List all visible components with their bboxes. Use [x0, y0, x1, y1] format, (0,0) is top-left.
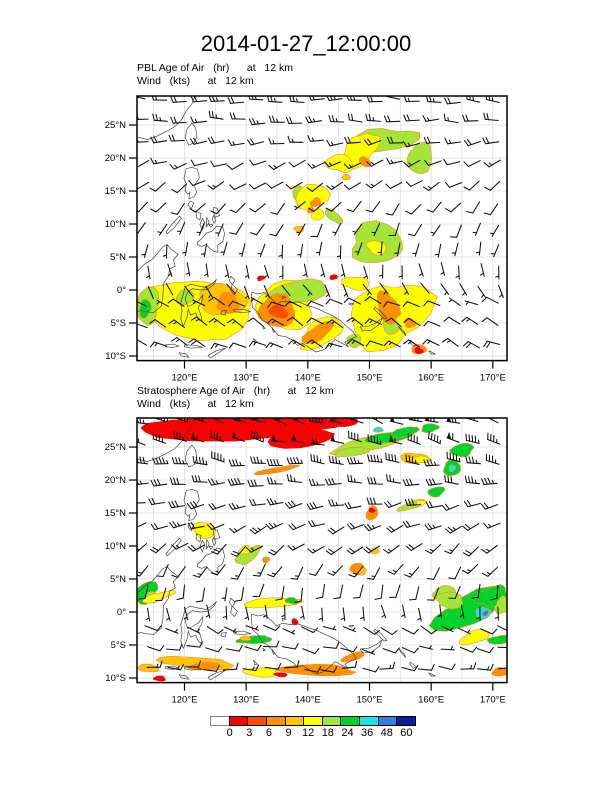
lat-tick-label: 10°S [105, 351, 126, 363]
lat-tick-label: 10°N [104, 219, 126, 231]
panel-2-wind-title: Wind (kts) at 12 km [137, 398, 254, 410]
colorbar-tick-label: 9 [285, 727, 292, 739]
colorbar [210, 716, 428, 726]
colorbar-segment [396, 716, 416, 726]
lat-tick-label: 15°N [104, 508, 126, 520]
colorbar-tick-label: 12 [302, 727, 315, 739]
lon-tick-label: 160°E [418, 372, 445, 384]
colorbar-segment [266, 716, 286, 726]
lat-tick-label: 5°N [110, 574, 126, 586]
colorbar-tick-label: 18 [321, 727, 334, 739]
lon-tick-label: 170°E [479, 372, 506, 384]
colorbar-segment [340, 716, 360, 726]
colorbar-tick-label: 36 [360, 727, 374, 739]
colorbar-segment [322, 716, 342, 726]
lon-tick-label: 170°E [479, 694, 506, 706]
lon-tick-label: 150°E [356, 372, 383, 384]
lon-tick-label: 120°E [171, 694, 198, 706]
lat-tick-label: 0° [116, 607, 126, 619]
colorbar-segment [229, 716, 249, 726]
colorbar-segment [210, 716, 230, 726]
lon-tick-label: 130°E [233, 694, 260, 706]
panel-1-wind-title: Wind (kts) at 12 km [137, 75, 254, 87]
coastlines [137, 415, 436, 680]
colorbar-segment [303, 716, 323, 726]
lon-tick-label: 160°E [418, 694, 445, 706]
lat-tick-label: 25°N [104, 120, 126, 132]
colorbar-tick-label: 60 [400, 727, 413, 739]
lon-tick-label: 140°E [294, 372, 321, 384]
colorbar-segment [359, 716, 379, 726]
colorbar-labels [210, 727, 430, 741]
colorbar-tick-label: 3 [246, 727, 253, 739]
lon-tick-label: 140°E [294, 694, 321, 706]
colorbar-segment [285, 716, 305, 726]
lat-tick-label: 20°N [104, 475, 126, 487]
colorbar-segment [247, 716, 267, 726]
colorbar-segment [378, 716, 398, 726]
panel-2-field-title: Stratosphere Age of Air (hr) at 12 km [137, 385, 334, 397]
lat-tick-label: 10°S [105, 673, 126, 685]
colorbar-tick-label: 24 [341, 727, 354, 739]
map-2 [105, 411, 514, 705]
lat-tick-label: 5°N [110, 252, 126, 264]
lon-tick-label: 120°E [171, 372, 198, 384]
lat-tick-label: 5°S [110, 318, 126, 330]
lat-tick-label: 25°N [104, 442, 126, 454]
colorbar-tick-label: 0 [226, 727, 233, 739]
map-1 [105, 90, 507, 384]
colorbar-tick-label: 48 [380, 727, 393, 739]
panel-1-field-title: PBL Age of Air (hr) at 12 km [137, 62, 294, 74]
lat-tick-label: 0° [116, 285, 126, 297]
plot-title-date: 2014-01-27_12:00:00 [200, 31, 412, 56]
lon-tick-label: 150°E [356, 694, 383, 706]
lat-tick-label: 10°N [104, 541, 126, 553]
lat-tick-label: 15°N [104, 186, 126, 198]
colorbar-tick-label: 6 [265, 727, 272, 739]
lat-tick-label: 5°S [110, 640, 126, 652]
lat-tick-label: 20°N [104, 153, 126, 165]
lon-tick-label: 130°E [233, 372, 260, 384]
